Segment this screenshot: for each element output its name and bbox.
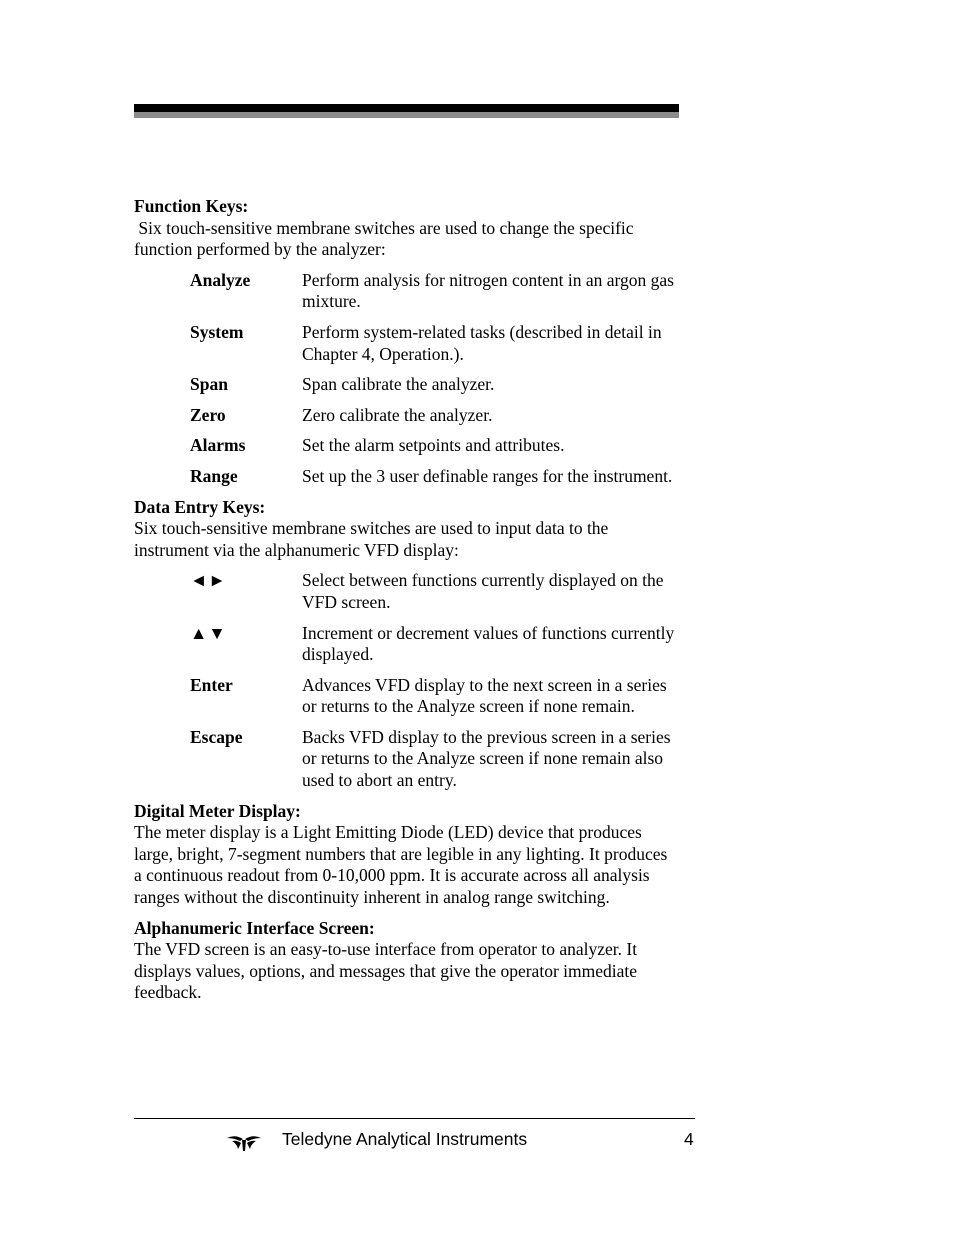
left-right-arrow-icon: ◄► (190, 570, 227, 591)
key-term: Alarms (190, 435, 246, 456)
key-description: Zero calibrate the analyzer. (302, 404, 493, 425)
function-key-analyze (190, 270, 679, 313)
data-key-left-right (190, 570, 679, 613)
data-key-escape (190, 727, 679, 792)
function-key-system (190, 322, 679, 365)
digital-meter-heading: Digital Meter Display: (134, 800, 301, 821)
data-key-up-down (190, 623, 679, 666)
footer-company-name: Teledyne Analytical Instruments (282, 1129, 528, 1149)
key-description: Set the alarm setpoints and attributes. (302, 435, 565, 456)
function-key-alarms (190, 435, 679, 457)
key-description: Select between functions currently displayed on the VFD screen. (302, 570, 664, 612)
key-description: Perform analysis for nitrogen content in an argon gas mixture. (302, 269, 674, 312)
key-description: Span calibrate the analyzer. (302, 374, 495, 395)
header-rule-shadow (134, 112, 679, 118)
key-term: Escape (190, 726, 243, 747)
key-term: Zero (190, 404, 226, 425)
key-description: Increment or decrement values of functions currently displayed. (302, 622, 675, 665)
key-term: Enter (190, 674, 233, 695)
function-key-span (190, 374, 679, 396)
key-description: Advances VFD display to the next screen in a series or returns to the Analyze screen if none remain. (302, 674, 667, 717)
function-key-range (190, 466, 679, 488)
header-rule (134, 104, 679, 112)
key-term: Range (190, 465, 238, 486)
alphanumeric-screen-section (134, 918, 679, 1004)
page-number: 4 (684, 1129, 694, 1149)
data-entry-keys-heading: Data Entry Keys: (134, 496, 266, 517)
key-description: Backs VFD display to the previous screen in a series or returns to the Analyze screen if none remain also used to abort an entry. (302, 726, 671, 791)
data-key-enter (190, 675, 679, 718)
key-term: System (190, 321, 244, 342)
function-keys-intro: Six touch-sensitive membrane switches are used to change the specific function performed by the analyzer: (134, 217, 638, 260)
function-key-zero (190, 405, 679, 427)
up-down-arrow-icon: ▲▼ (190, 622, 227, 643)
digital-meter-section (134, 801, 679, 909)
data-entry-keys-list (190, 570, 679, 791)
function-keys-section (134, 196, 679, 488)
digital-meter-body: The meter display is a Light Emitting Diode (LED) device that produces large, bright, 7-segment numbers that are legible in any lighting. It produces a continuous readout from 0-10,000 ppm. It is accurate across all analysis ranges without the discontinuity inherent in analog range switching. (134, 822, 668, 908)
data-entry-keys-intro: Six touch-sensitive membrane switches are used to input data to the instrument via the alphanumeric VFD display: (134, 518, 609, 560)
data-entry-keys-section (134, 497, 679, 792)
key-description: Set up the 3 user definable ranges for the instrument. (302, 465, 673, 486)
alphanumeric-screen-heading: Alphanumeric Interface Screen: (134, 917, 375, 938)
key-description: Perform system-related tasks (described in detail in Chapter 4, Operation.). (302, 321, 662, 364)
key-term: Analyze (190, 269, 251, 290)
page-footer (0, 1128, 954, 1158)
teledyne-logo-icon (226, 1132, 262, 1152)
footer-rule (134, 1118, 695, 1119)
function-keys-heading: Function Keys: (134, 196, 249, 216)
function-keys-list (190, 270, 679, 488)
key-term: Span (190, 374, 228, 395)
page-body (134, 196, 679, 1013)
alphanumeric-screen-body: The VFD screen is an easy-to-use interface from operator to analyzer. It displays values, options, and messages that give the operator immediate feedback. (134, 939, 638, 1003)
